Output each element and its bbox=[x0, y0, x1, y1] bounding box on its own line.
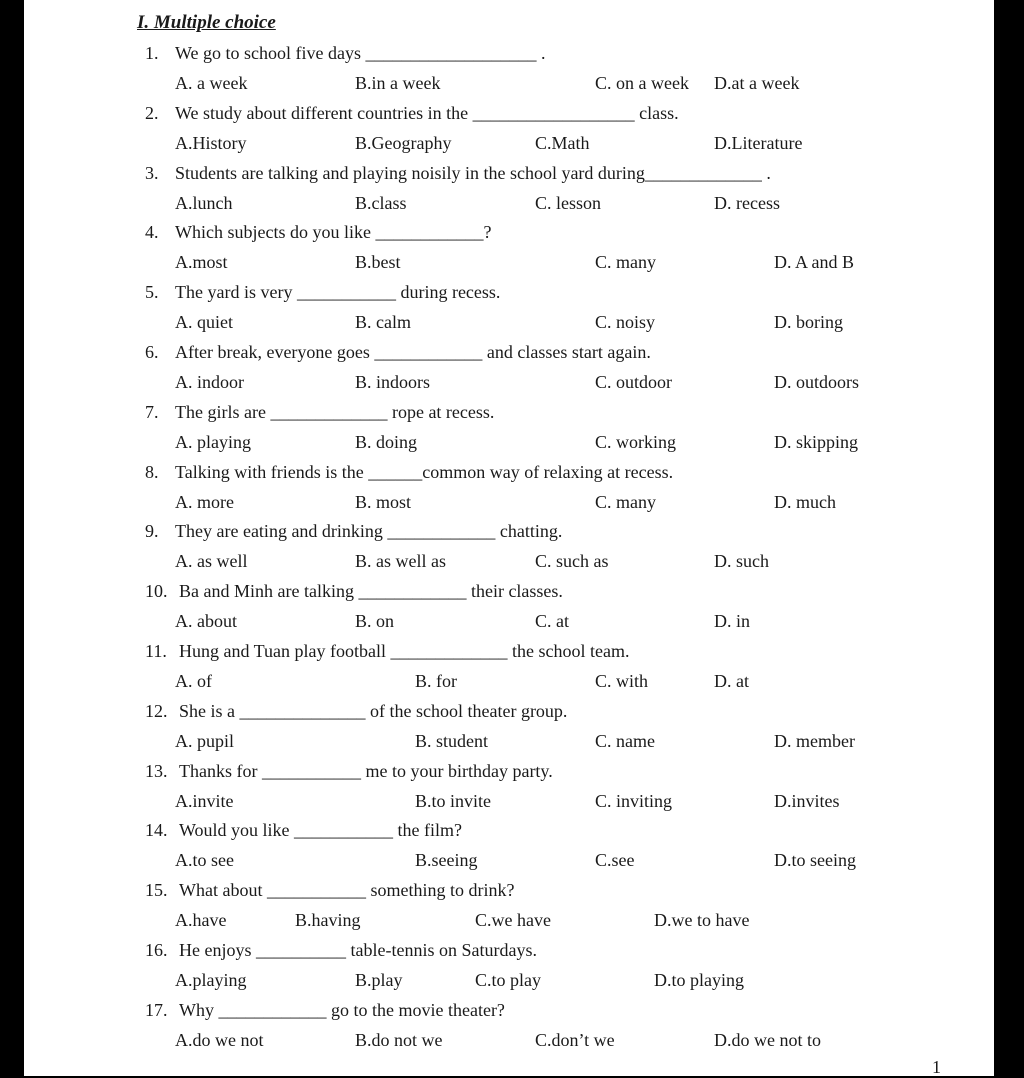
answer-option[interactable]: D.we to have bbox=[654, 910, 750, 931]
answer-option[interactable]: B.play bbox=[355, 970, 403, 990]
answer-option[interactable]: A.have bbox=[175, 910, 227, 931]
answer-option[interactable]: D. outdoors bbox=[774, 372, 859, 392]
answer-option[interactable]: D. member bbox=[774, 730, 855, 751]
question-8 bbox=[145, 461, 673, 483]
question-text: Ba and Minh are talking ____________ their classes. bbox=[179, 581, 563, 602]
answer-option[interactable]: B. for bbox=[415, 671, 457, 691]
question-text: The yard is very ___________ during recess. bbox=[175, 282, 501, 303]
answer-option[interactable]: C.we have bbox=[475, 910, 551, 931]
answer-option[interactable]: D.to playing bbox=[654, 970, 744, 990]
answer-option[interactable]: B.to invite bbox=[415, 790, 491, 811]
question-number: 12. bbox=[145, 700, 168, 721]
answer-option[interactable]: B.do not we bbox=[355, 1029, 443, 1050]
answer-option[interactable]: C. lesson bbox=[535, 192, 602, 213]
question-5 bbox=[145, 281, 500, 303]
question-1 bbox=[145, 42, 546, 64]
question-text: Which subjects do you like ____________? bbox=[175, 222, 492, 243]
answer-option[interactable]: C.don’t we bbox=[535, 1029, 615, 1050]
page-number: 1 bbox=[932, 1057, 941, 1077]
answer-option[interactable]: B. on bbox=[355, 611, 395, 632]
question-4 bbox=[145, 221, 491, 243]
question-number: 17. bbox=[145, 999, 168, 1020]
answer-option[interactable]: C.see bbox=[595, 850, 635, 871]
answer-option[interactable]: B. doing bbox=[355, 431, 418, 452]
question-text: After break, everyone goes ____________ and classes start again. bbox=[175, 342, 651, 362]
question-number: 6. bbox=[145, 342, 159, 362]
question-text: Talking with friends is the ______common way of relaxing at recess. bbox=[175, 461, 674, 482]
answer-option[interactable]: C. inviting bbox=[595, 790, 673, 811]
answer-option[interactable]: C. many bbox=[595, 491, 656, 512]
question-text: Students are talking and playing noisily in the school yard during_____________ . bbox=[175, 162, 771, 183]
answer-option[interactable]: C. working bbox=[595, 431, 676, 452]
answer-option[interactable]: A.playing bbox=[175, 970, 247, 990]
answer-option[interactable]: D.do we not to bbox=[714, 1029, 821, 1050]
question-text: What about ___________ something to drink? bbox=[179, 880, 515, 901]
question-16 bbox=[145, 939, 537, 961]
answer-option[interactable]: B. most bbox=[355, 491, 412, 512]
answer-option[interactable]: A. indoor bbox=[175, 372, 244, 392]
answer-option[interactable]: C. on a week bbox=[595, 73, 689, 93]
answer-option[interactable]: B.in a week bbox=[355, 73, 441, 93]
question-number: 16. bbox=[145, 940, 168, 960]
answer-option[interactable]: C. outdoor bbox=[595, 372, 673, 392]
answer-option[interactable]: A.most bbox=[175, 252, 228, 273]
answer-option[interactable]: A.to see bbox=[175, 850, 234, 871]
question-number: 1. bbox=[145, 43, 159, 63]
question-17 bbox=[145, 999, 505, 1021]
answer-option[interactable]: B.class bbox=[355, 192, 407, 213]
answer-option[interactable]: B. indoors bbox=[355, 372, 431, 392]
answer-option[interactable]: B.seeing bbox=[415, 850, 478, 871]
answer-option[interactable]: A.do we not bbox=[175, 1029, 264, 1050]
question-7 bbox=[145, 401, 494, 423]
question-text: Thanks for ___________ me to your birthday party. bbox=[179, 760, 553, 781]
question-text: Hung and Tuan play football _____________ the school team. bbox=[179, 641, 630, 661]
question-number: 8. bbox=[145, 461, 159, 482]
question-text: The girls are _____________ rope at recess. bbox=[175, 401, 495, 422]
answer-option[interactable]: B.Geography bbox=[355, 132, 452, 153]
answer-option[interactable]: B.best bbox=[355, 252, 401, 273]
question-text: We study about different countries in the __________________ class. bbox=[175, 102, 679, 123]
question-text: They are eating and drinking ____________ chatting. bbox=[175, 521, 563, 542]
answer-option[interactable]: D. much bbox=[774, 491, 836, 512]
question-number: 3. bbox=[145, 162, 159, 183]
answer-option[interactable]: B. as well as bbox=[355, 551, 446, 572]
question-number: 11. bbox=[145, 641, 167, 661]
answer-option[interactable]: C. such as bbox=[535, 551, 609, 572]
question-number: 10. bbox=[145, 581, 168, 602]
question-number: 13. bbox=[145, 760, 168, 781]
question-15 bbox=[145, 879, 514, 901]
question-number: 5. bbox=[145, 282, 159, 303]
answer-option[interactable]: C. many bbox=[595, 252, 656, 273]
answer-option[interactable]: D. recess bbox=[714, 192, 780, 213]
answer-option[interactable]: C. noisy bbox=[595, 312, 656, 333]
answer-option[interactable]: D.at a week bbox=[714, 73, 800, 93]
question-number: 9. bbox=[145, 521, 159, 542]
answer-option[interactable]: C. at bbox=[535, 611, 569, 632]
answer-option[interactable]: D.to seeing bbox=[774, 850, 856, 871]
answer-option[interactable]: D. skipping bbox=[774, 431, 859, 452]
question-6 bbox=[145, 341, 651, 363]
answer-option[interactable]: A. about bbox=[175, 611, 237, 632]
question-9 bbox=[145, 520, 562, 542]
question-number: 14. bbox=[145, 820, 168, 841]
question-text: We go to school five days ___________________ . bbox=[175, 43, 546, 63]
question-14 bbox=[145, 819, 462, 841]
question-number: 15. bbox=[145, 880, 168, 901]
answer-option[interactable]: B. calm bbox=[355, 312, 411, 333]
answer-option[interactable]: A.History bbox=[175, 132, 247, 153]
answer-option[interactable]: A.invite bbox=[175, 790, 234, 811]
answer-option[interactable]: A. as well bbox=[175, 551, 248, 572]
question-13 bbox=[145, 760, 553, 782]
answer-option[interactable]: D.invites bbox=[774, 790, 840, 811]
answer-option[interactable]: A. quiet bbox=[175, 312, 233, 333]
section-title: I. Multiple choice bbox=[137, 12, 276, 33]
answer-option[interactable]: B. student bbox=[415, 730, 489, 751]
answer-option[interactable]: C.to play bbox=[475, 970, 541, 990]
question-text: She is a ______________ of the school theater group. bbox=[179, 700, 568, 721]
question-10 bbox=[145, 580, 563, 602]
answer-option[interactable]: A.lunch bbox=[175, 192, 233, 213]
answer-option[interactable]: D.Literature bbox=[714, 132, 803, 153]
answer-option[interactable]: D. in bbox=[714, 611, 750, 632]
answer-option[interactable]: A. more bbox=[175, 491, 234, 512]
question-12 bbox=[145, 700, 567, 722]
question-text: Would you like ___________ the film? bbox=[179, 820, 463, 841]
question-text: Why ____________ go to the movie theater? bbox=[179, 999, 505, 1020]
answer-option[interactable]: A. playing bbox=[175, 431, 251, 452]
question-2 bbox=[145, 102, 679, 124]
answer-option[interactable]: B.having bbox=[295, 910, 361, 931]
question-3 bbox=[145, 162, 771, 184]
question-11 bbox=[145, 640, 629, 662]
answer-option[interactable]: D. such bbox=[714, 551, 769, 572]
question-number: 2. bbox=[145, 102, 159, 123]
question-number: 7. bbox=[145, 401, 159, 422]
answer-option[interactable]: A. of bbox=[175, 671, 212, 691]
question-text: He enjoys __________ table-tennis on Saturdays. bbox=[179, 940, 537, 960]
answer-option[interactable]: A. a week bbox=[175, 73, 248, 93]
answer-option[interactable]: D. boring bbox=[774, 312, 843, 333]
answer-option[interactable]: C. name bbox=[595, 730, 655, 751]
answer-option[interactable]: C.Math bbox=[535, 132, 590, 153]
answer-option[interactable]: C. with bbox=[595, 671, 649, 691]
answer-option[interactable]: D. A and B bbox=[774, 252, 855, 273]
answer-option[interactable]: A. pupil bbox=[175, 730, 235, 751]
answer-option[interactable]: D. at bbox=[714, 671, 749, 691]
question-number: 4. bbox=[145, 222, 159, 243]
